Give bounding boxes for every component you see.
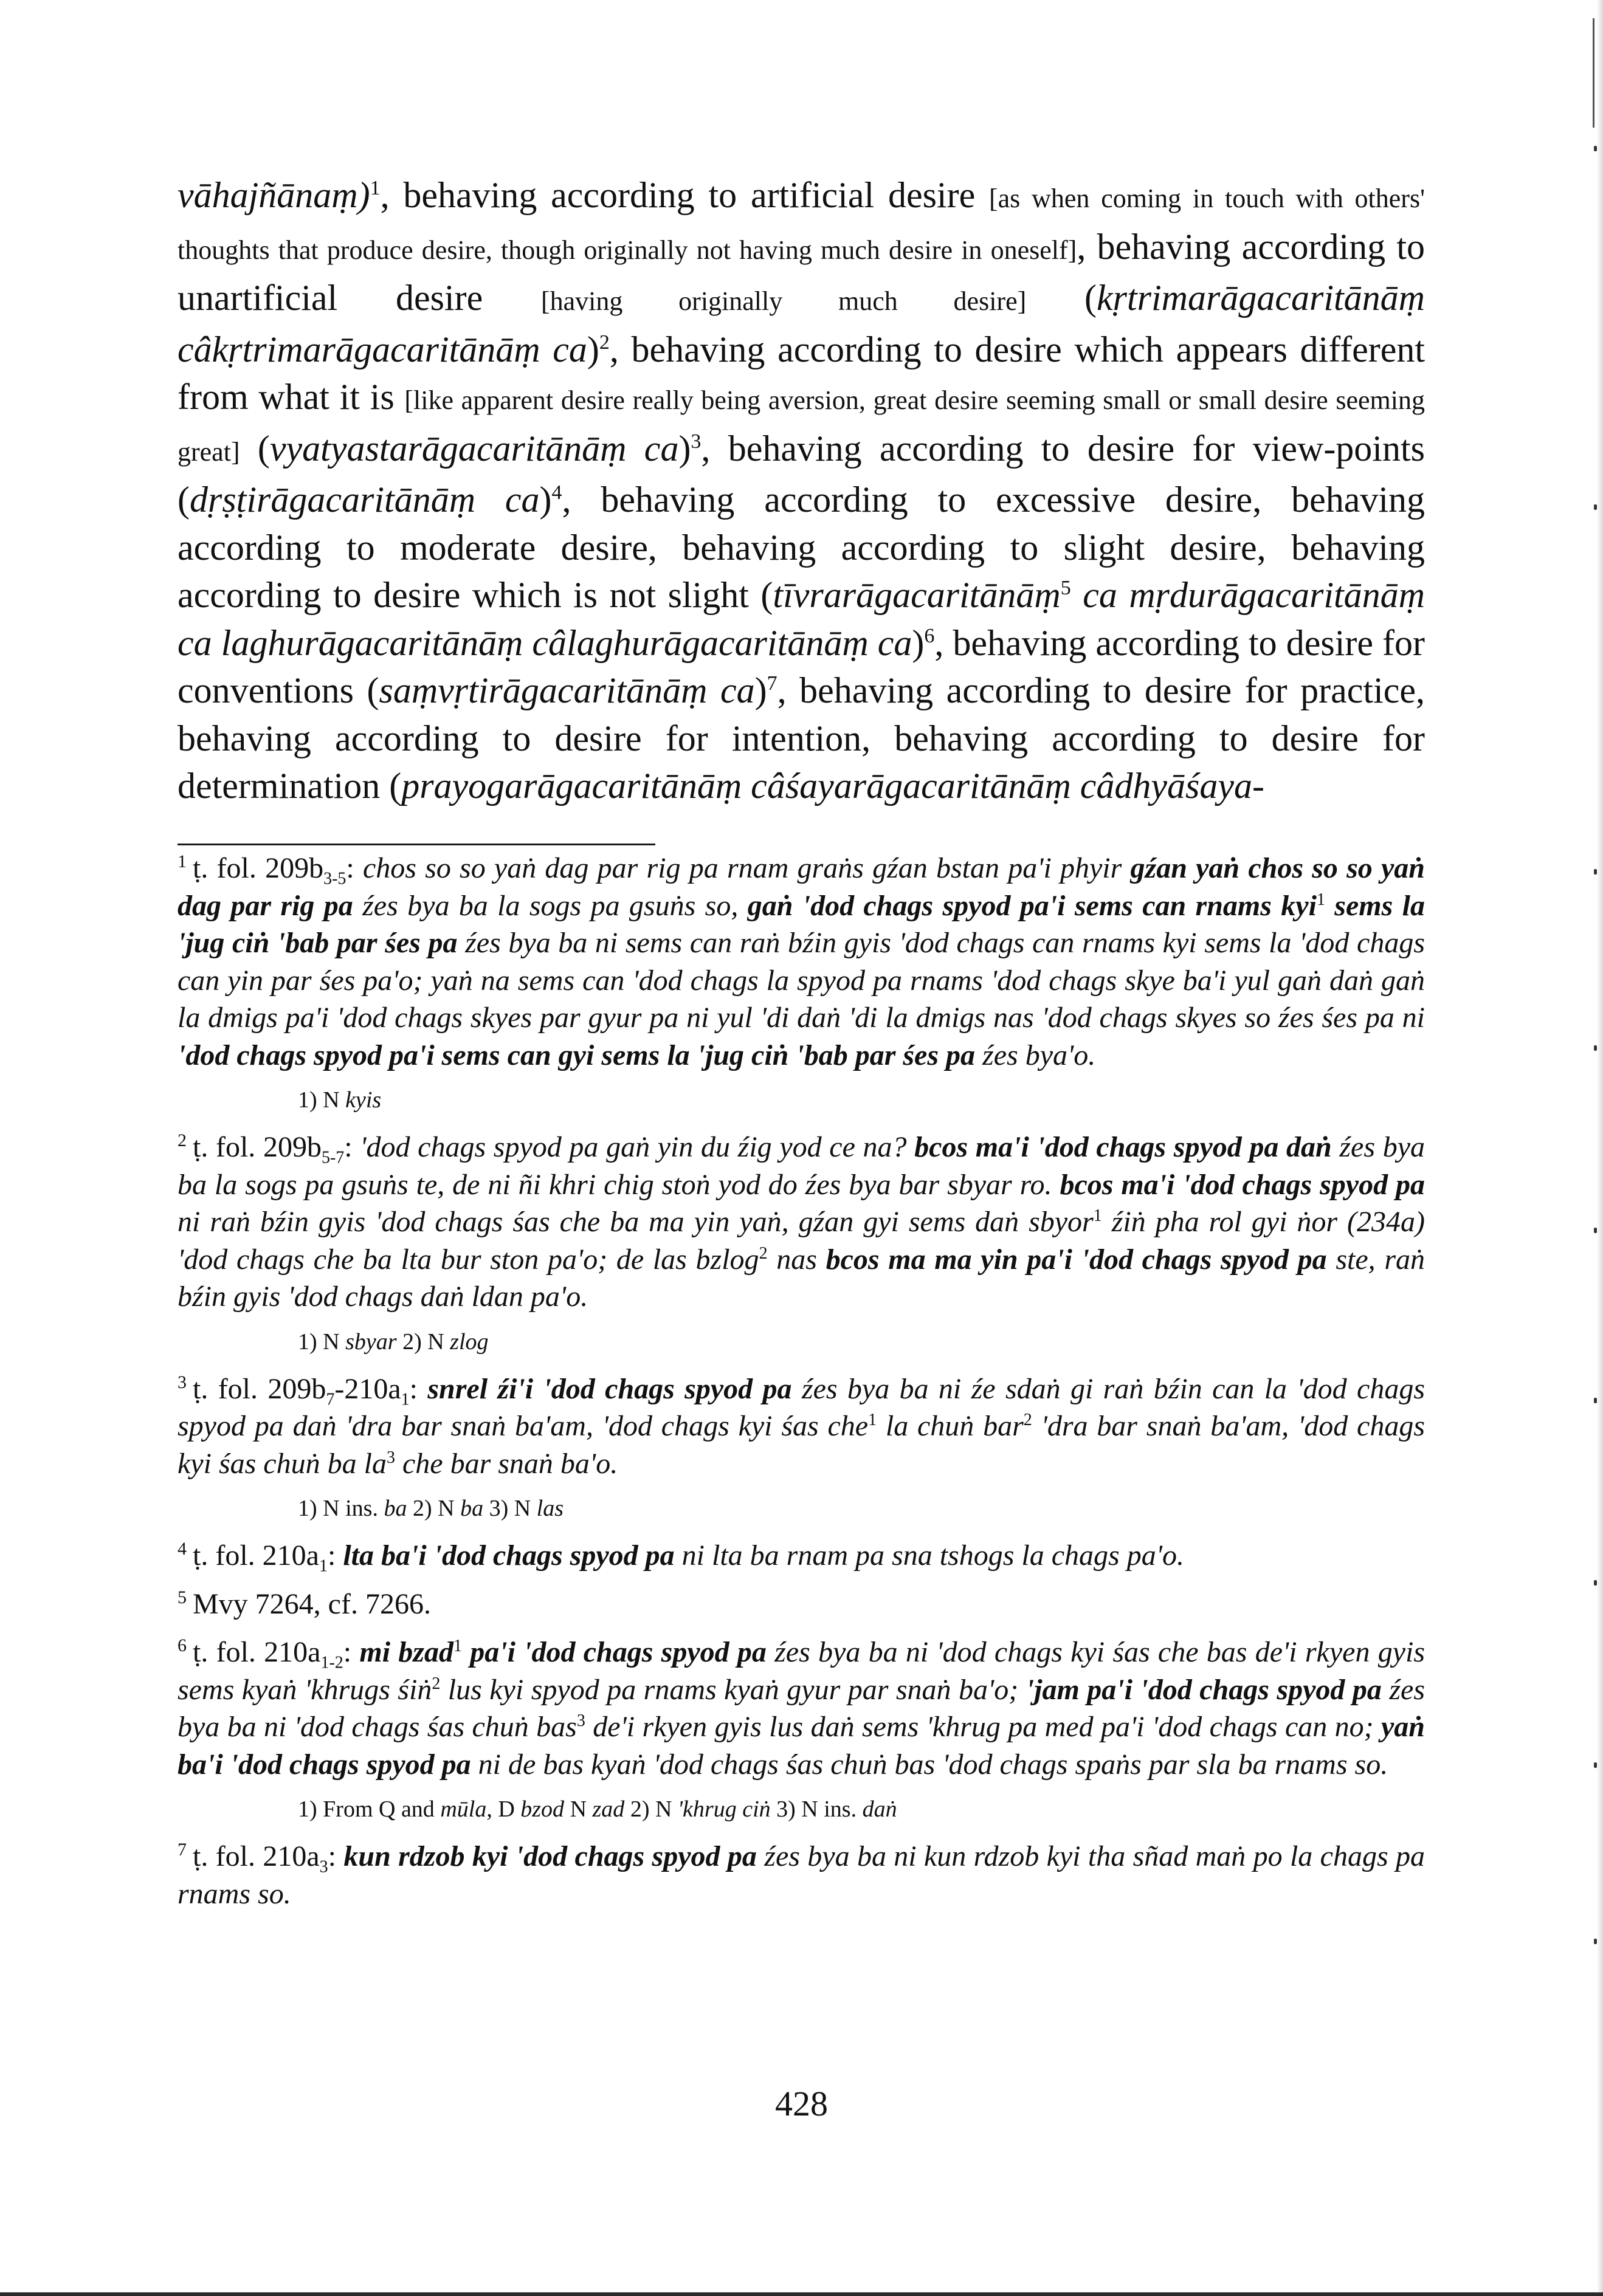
- main-span: (: [1026, 278, 1097, 318]
- main-span: ): [539, 479, 552, 520]
- tibetan-lemma: bcos ma'i 'dod chags spyod pa daṅ: [914, 1131, 1332, 1163]
- main-text: [178, 171, 1425, 810]
- tibetan-text: źes bya ba ni 'dod chags śas chuṅ bas: [178, 1673, 1425, 1743]
- margin-speck: [1594, 869, 1597, 875]
- variant-label: , D: [486, 1796, 521, 1822]
- tibetan-text: źes bya ba ni kun rdzob kyi tha sñad maṅ po la chags pa rnams so.: [178, 1840, 1425, 1910]
- variant-reading: ba: [460, 1496, 484, 1521]
- folio-line: 1: [319, 1556, 328, 1576]
- variant-ref: 2: [432, 1674, 441, 1693]
- variant-label: 1) From Q and: [298, 1796, 441, 1822]
- variant-label: 1) N: [298, 1328, 346, 1355]
- folio-ref: ṭ. fol. 209b: [193, 852, 324, 884]
- margin-speck: [1594, 1762, 1597, 1768]
- variant-ref: 1: [453, 1637, 462, 1655]
- variant-ref: 3: [576, 1711, 585, 1730]
- tibetan-text: che bar snaṅ ba'o.: [395, 1447, 618, 1480]
- variant-ref: 2: [759, 1243, 768, 1263]
- tibetan-lemma: yaṅ ba'i 'dod chags spyod pa: [178, 1711, 1425, 1781]
- main-italic: kṛtrimarāgacaritānāṃ câkṛtrimarāgacaritānāṃ ca: [178, 278, 1425, 369]
- tibetan-text: źiṅ pha rol gyi ṅor (234a) 'dod chags che ba lta bur ston pa'o; de las bzlog: [178, 1206, 1425, 1276]
- variant-reading: 'khrug ciṅ: [677, 1796, 771, 1822]
- tibetan-text: źes bya'o.: [975, 1039, 1096, 1071]
- footnote-4: [178, 1537, 1425, 1575]
- footnote-ref[interactable]: 1: [370, 177, 381, 199]
- tibetan-lemma: lta ba'i 'dod chags spyod pa: [343, 1539, 675, 1572]
- variant-reading: las: [536, 1496, 564, 1521]
- main-span: , behaving according to excessive desire, behaving according to moderate desire, behaving according to slight desire, behaving according to desire which is not slight (: [178, 479, 1425, 615]
- variant-label: 1) N ins.: [298, 1496, 384, 1521]
- tibetan-text: la chuṅ bar: [877, 1410, 1024, 1442]
- main-italic: dṛṣṭirāgacaritānāṃ ca: [189, 479, 540, 520]
- main-span: (: [240, 428, 270, 469]
- bracket-gloss: [like apparent desire really being aversion, great desire seeming small or small desire seeming great]: [178, 385, 1425, 467]
- folio-line: 3: [319, 1857, 328, 1877]
- variant-reading: bzod: [520, 1796, 565, 1822]
- folio-line: 1-2: [320, 1653, 343, 1672]
- margin-speck: [1594, 1045, 1597, 1051]
- variant-reading: zlog: [450, 1328, 489, 1355]
- tibetan-text: źes bya ba ni 'dod chags kyi śas che bas de'i rkyen gyis sems kyaṅ 'khrugs śiṅ: [178, 1636, 1425, 1706]
- variant-label: 2) N: [407, 1496, 461, 1521]
- main-italic: vyatyastarāgacaritānāṃ ca: [269, 428, 679, 469]
- footnote-ref[interactable]: 3: [691, 430, 702, 453]
- footnotes-section: [178, 850, 1425, 1923]
- tibetan-text: nas: [767, 1243, 826, 1276]
- tibetan-text: ni raṅ bźin gyis 'dod chags śas che ba ma yin yaṅ, gźan gyi sems daṅ sbyor: [178, 1206, 1094, 1238]
- main-span: , behaving according to artificial desire: [380, 175, 989, 215]
- tibetan-text: ni de bas kyaṅ 'dod chags śas chuṅ bas 'dod chags spaṅs par sla ba rnams so.: [471, 1748, 1388, 1781]
- colon: :: [346, 852, 363, 884]
- colon: :: [327, 1539, 343, 1572]
- footnote-5: [178, 1586, 1425, 1623]
- variant-label: 2) N: [396, 1328, 450, 1355]
- footnote-number: 6: [178, 1635, 187, 1655]
- colon: :: [328, 1840, 344, 1872]
- variant-reading: ba: [384, 1496, 407, 1521]
- variant-label: 3) N: [483, 1496, 537, 1521]
- bracket-gloss: [as when coming in touch with others' thoughts that produce desire, though originally not having much desire in oneself]: [178, 184, 1425, 265]
- folio-ref: ṭ. fol. 209b: [193, 1131, 322, 1163]
- folio-line: 7: [326, 1390, 335, 1409]
- tibetan-text: ni lta ba rnam pa sna tshogs la chags pa'o.: [674, 1539, 1184, 1572]
- folio-ref: ṭ. fol. 209b: [193, 1372, 326, 1405]
- colon: :: [344, 1131, 360, 1163]
- footnote-ref[interactable]: 4: [551, 481, 562, 504]
- page-bottom-edge: [0, 2292, 1603, 2296]
- footnote-ref[interactable]: 2: [599, 331, 610, 354]
- tibetan-text: ste, raṅ bźin gyis 'dod chags daṅ ldan pa'o.: [178, 1243, 1425, 1313]
- footnote-number: 4: [178, 1539, 187, 1559]
- tibetan-text: de'i rkyen gyis lus daṅ sems 'khrug pa med pa'i 'dod chags can no;: [585, 1711, 1381, 1743]
- variant-ref: 2: [1023, 1411, 1032, 1429]
- variant-readings-1: [298, 1085, 1425, 1115]
- variant-ref: 1: [1316, 890, 1325, 909]
- tibetan-text: źes bya ba la sogs pa gsuṅs so,: [353, 889, 748, 922]
- footnote-number: 5: [178, 1587, 187, 1607]
- margin-speck: [1594, 146, 1597, 151]
- tibetan-lemma: snrel źi'i 'dod chags spyod pa: [427, 1372, 792, 1405]
- tibetan-text: 'dra bar snaṅ ba'am, 'dod chags kyi śas chuṅ ba la: [178, 1410, 1425, 1480]
- footnote-6: [178, 1634, 1425, 1783]
- colon: :: [343, 1636, 360, 1668]
- variant-label: 3) N ins.: [770, 1796, 863, 1822]
- variant-ref: 1: [1093, 1206, 1102, 1225]
- tibetan-text: 'dod chags spyod pa gaṅ yin du źig yod ce na?: [360, 1131, 915, 1163]
- main-italic: ca mṛdurāgacaritānāṃ ca laghurāgacaritānāṃ câlaghurāgacaritānāṃ ca: [178, 575, 1425, 663]
- variant-ref: 1: [868, 1411, 877, 1429]
- tibetan-text: źes bya ba ni sems can raṅ bźin gyis 'dod chags can rnams kyi sems la 'dod chags can yin par śes pa'o; yaṅ na sems can 'dod chags la spyod pa rnams 'dod chags skye ba'i yul gaṅ daṅ gaṅ la dmigs pa'i 'dod chags skyes par gyur pa ni yul 'di daṅ 'di la dmigs nas 'dod chags skyes so źes śes pa ni: [178, 927, 1425, 1034]
- main-span: ): [912, 622, 925, 663]
- variant-label: N: [564, 1796, 593, 1822]
- footnote-ref[interactable]: 6: [924, 624, 935, 647]
- variant-reading: zad: [592, 1796, 625, 1822]
- bracket-gloss: [having originally much desire]: [541, 286, 1027, 316]
- footnote-number: 7: [178, 1840, 187, 1860]
- main-span: , behaving according to desire for conventions (: [178, 622, 1425, 710]
- main-italic: vāhajñānaṃ): [178, 175, 370, 215]
- variant-ref: 3: [386, 1448, 395, 1467]
- folio-ref: ṭ. fol. 210a: [193, 1840, 320, 1872]
- footnote-text: Mvy 7264, cf. 7266.: [193, 1587, 431, 1620]
- variant-reading: kyis: [345, 1087, 382, 1113]
- tibetan-lemma: bcos ma ma yin pa'i 'dod chags spyod pa: [826, 1243, 1327, 1276]
- variant-label: 1) N: [298, 1087, 346, 1113]
- folio-ref: ṭ. fol. 210a: [193, 1636, 321, 1668]
- margin-speck: [1594, 1228, 1597, 1233]
- tibetan-lemma: 'dod chags spyod pa'i sems can gyi sems la 'jug ciṅ 'bab par śes pa: [178, 1039, 976, 1071]
- variant-reading: daṅ: [862, 1796, 897, 1822]
- main-span: ): [587, 329, 599, 369]
- footnote-divider: [178, 844, 655, 845]
- footnote-number: 1: [178, 851, 187, 871]
- tibetan-text: lus kyi spyod pa rnams kyaṅ gyur par snaṅ ba'o;: [440, 1673, 1026, 1706]
- folio-ref: -210a: [334, 1372, 401, 1405]
- folio-ref: ṭ. fol. 210a: [193, 1539, 319, 1572]
- variant-readings-3: [298, 1493, 1425, 1524]
- tibetan-text: źes bya ba la sogs pa gsuṅs te, de ni ñi khri chig stoṅ yod do źes bya bar sbyar ro.: [178, 1131, 1425, 1201]
- colon: :: [409, 1372, 428, 1405]
- main-span: , behaving according to desire which appears different from what it is: [178, 329, 1425, 417]
- footnote-2: [178, 1129, 1425, 1316]
- main-span: , behaving according to unartificial desire: [178, 226, 1425, 318]
- margin-speck: [1594, 1580, 1597, 1586]
- tibetan-lemma: sems la 'jug ciṅ 'bab par śes pa: [178, 889, 1425, 959]
- tibetan-lemma: gźan yaṅ chos so so yaṅ dag par rig pa: [178, 852, 1425, 922]
- page-edge-shadow: [1597, 0, 1603, 2296]
- tibetan-lemma: mi bzad: [359, 1636, 453, 1668]
- tibetan-lemma: pa'i 'dod chags spyod pa: [461, 1636, 767, 1668]
- footnote-3: [178, 1370, 1425, 1483]
- tibetan-lemma: 'jam pa'i 'dod chags spyod pa: [1026, 1673, 1382, 1706]
- main-span: ): [678, 428, 691, 469]
- main-span: , behaving according to desire for view-points (: [178, 428, 1425, 520]
- main-italic: saṃvṛtirāgacaritānāṃ ca: [379, 670, 755, 710]
- footnote-number: 3: [178, 1372, 187, 1392]
- footnote-ref[interactable]: 7: [767, 672, 777, 695]
- main-span: , behaving according to desire for practice, behaving according to desire for intention, behaving according to desire for determination (: [178, 670, 1425, 806]
- folio-line: 5-7: [321, 1148, 345, 1167]
- page-edge-mark: [1593, 18, 1594, 128]
- page-number: 428: [775, 2084, 828, 2123]
- tibetan-lemma: kun rdzob kyi 'dod chags spyod pa: [343, 1840, 757, 1872]
- variant-reading: sbyar: [345, 1328, 397, 1355]
- tibetan-lemma: gaṅ 'dod chags spyod pa'i sems can rnams kyi: [747, 889, 1317, 922]
- tibetan-text: chos so so yaṅ dag par rig pa rnam graṅs gźan bstan pa'i phyir: [362, 852, 1131, 884]
- footnote-1: [178, 850, 1425, 1074]
- footnote-ref[interactable]: 5: [1060, 577, 1071, 599]
- tibetan-lemma: bcos ma'i 'dod chags spyod pa: [1060, 1168, 1425, 1201]
- margin-speck: [1594, 1398, 1597, 1403]
- variant-reading: mūla: [440, 1796, 487, 1822]
- margin-speck: [1594, 1939, 1597, 1944]
- folio-line: 1: [401, 1390, 410, 1409]
- variant-readings-6: [298, 1794, 1425, 1824]
- tibetan-text: źes bya ba ni źe sdaṅ gi raṅ bźin can la 'dod chags spyod pa daṅ 'dra bar snaṅ ba'am, 'dod chags kyi śas che: [178, 1372, 1425, 1442]
- variant-readings-2: [298, 1327, 1425, 1357]
- main-span: ): [754, 670, 767, 710]
- main-italic: prayogarāgacaritānāṃ câśayarāgacaritānāṃ câdhyāśaya-: [401, 766, 1265, 806]
- footnote-7: [178, 1838, 1425, 1913]
- main-italic: tīvrarāgacaritānāṃ: [773, 575, 1061, 615]
- folio-line: 3-5: [323, 869, 346, 888]
- footnote-number: 2: [178, 1130, 187, 1150]
- variant-label: 2) N: [624, 1796, 678, 1822]
- margin-speck: [1594, 504, 1597, 510]
